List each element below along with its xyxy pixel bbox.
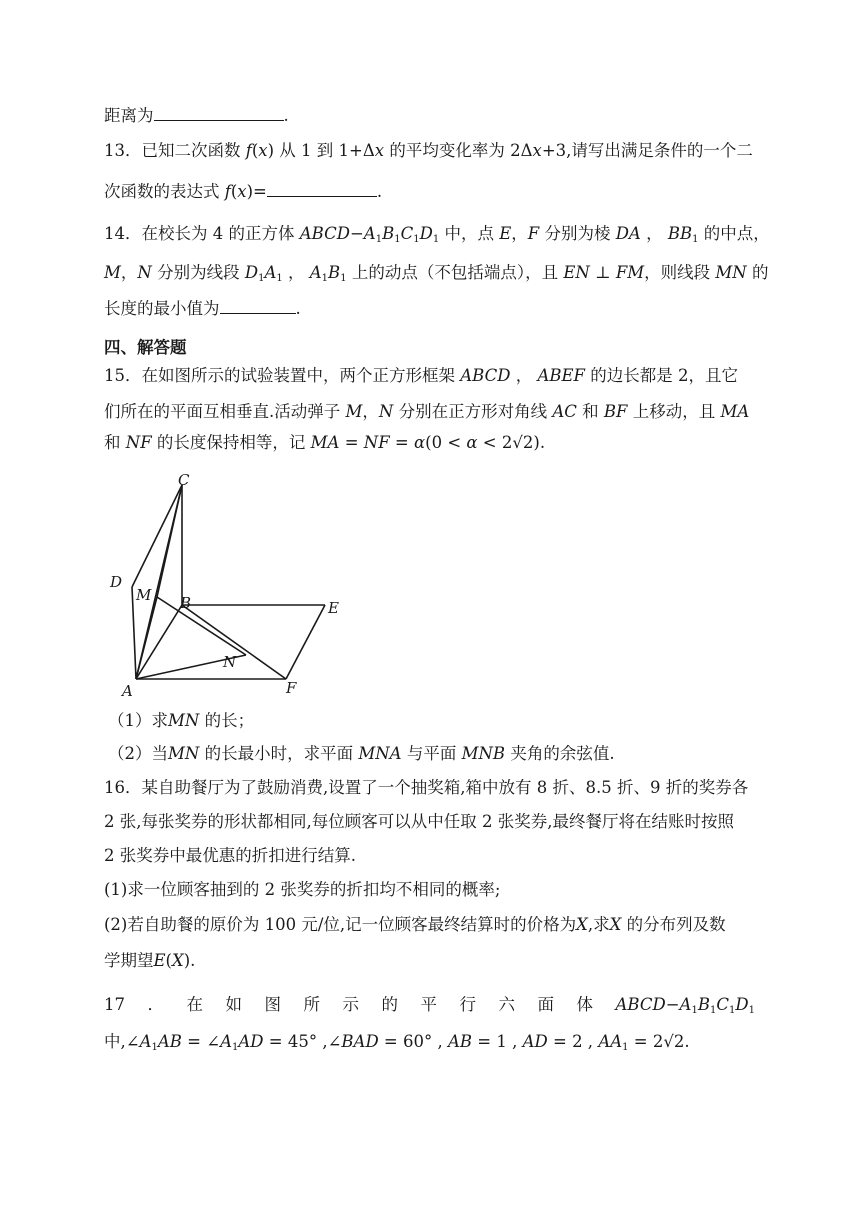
q16-line-1: 16．某自助餐厅为了鼓励消费,设置了一个抽奖箱,箱中放有 8 折、8.5 折、9 折的奖券各 bbox=[104, 778, 749, 797]
edge-ef bbox=[286, 605, 325, 679]
prev-question-tail: 距离为 . bbox=[104, 106, 289, 125]
label-n: N bbox=[223, 653, 237, 671]
q15-line-1: 15．在如图所示的试验装置中，两个正方形框架 ABCD ， ABEF 的边长都是 2，且它 bbox=[104, 366, 738, 385]
label-c: C bbox=[178, 471, 190, 489]
q14-line-2: M，N 分别为线段 $D_1A_1$ ， $A_1B_1$ 上的动点（不包括端点），且 EN ⊥ FM，则线段 MN 的 bbox=[104, 263, 769, 284]
q17-solid-name: $ABCD-A_1B_1C_1D_1$ bbox=[615, 995, 755, 1016]
q16-line-3: 2 张奖券中最优惠的折扣进行结算. bbox=[104, 846, 356, 865]
label-m: M bbox=[136, 586, 152, 604]
q15-part-1: （1）求MN 的长； bbox=[108, 711, 255, 730]
edge-cd bbox=[132, 485, 182, 587]
edge-ba bbox=[136, 605, 182, 679]
answer-blank-13[interactable] bbox=[267, 181, 377, 197]
q15-part-2: （2）当MN 的长最小时，求平面 MNA 与平面 MNB 夹角的余弦值. bbox=[108, 744, 615, 763]
answer-blank-14[interactable] bbox=[220, 298, 296, 314]
q15-line-3: 和 NF 的长度保持相等，记 MA = NF = α(0 < α < 2√2). bbox=[104, 433, 546, 452]
label-a: A bbox=[122, 682, 133, 700]
q16-line-2: 2 张,每张奖券的形状都相同,每位顾客可以从中任取 2 张奖券,最终餐厅将在结账时按照 bbox=[104, 812, 734, 831]
edge-cm bbox=[157, 485, 182, 597]
q16-number: 16． bbox=[104, 778, 142, 797]
section-heading: 四、解答题 bbox=[104, 338, 187, 357]
q17-number: 17 bbox=[104, 995, 125, 1014]
q13-line-1: 13．已知二次函数 f(x) 从 1 到 1+Δx 的平均变化率为 2Δx+3,请写出满足条件的一个二 bbox=[104, 141, 753, 160]
label-d: D bbox=[110, 573, 123, 591]
q17-line-1: 17 ． 在 如 图 所 示 的 平 行 六 面 体 $ABCD-A_1B_1C_1D_1$ bbox=[104, 995, 755, 1016]
figure-edges bbox=[132, 485, 325, 679]
q13-line-2: 次函数的表达式 f(x)= . bbox=[104, 182, 383, 201]
q15-line-2: 们所在的平面互相垂直.活动弹子 M，N 分别在正方形对角线 AC 和 BF 上移动，且 MA bbox=[104, 402, 750, 421]
q14-line-1: 14．在校长为 4 的正方体 $ABCD-A_1B_1C_1D_1$ 中，点 E，F 分别为棱 DA ， $BB_1$ 的中点， bbox=[104, 224, 770, 245]
label-f: F bbox=[286, 679, 297, 697]
q15-number: 15． bbox=[104, 366, 142, 385]
q16-part-2-cont: 学期望E(X). bbox=[104, 951, 196, 970]
label-b: B bbox=[180, 594, 192, 612]
q14-line-3: 长度的最小值为 . bbox=[104, 299, 301, 318]
answer-blank-12[interactable] bbox=[154, 105, 284, 121]
q16-part-1: (1)求一位顾客抽到的 2 张奖券的折扣均不相同的概率; bbox=[104, 880, 501, 899]
q17-line-2: 中$,\angle A_1AB$ = $\angle A_1AD = 45^\circ$ ,∠BAD = 60° , AB = 1 , AD = 2 , $AA_1 = 2√2$. bbox=[104, 1032, 690, 1053]
geometry-figure bbox=[96, 463, 356, 703]
edge-ma bbox=[136, 597, 157, 679]
label-e: E bbox=[328, 599, 339, 617]
q13-number: 13． bbox=[104, 141, 142, 160]
q16-part-2: (2)若自助餐的原价为 100 元/位,记一位顾客最终结算时的价格为X,求X 的分布列及数 bbox=[104, 915, 726, 934]
q14-number: 14． bbox=[104, 224, 142, 243]
